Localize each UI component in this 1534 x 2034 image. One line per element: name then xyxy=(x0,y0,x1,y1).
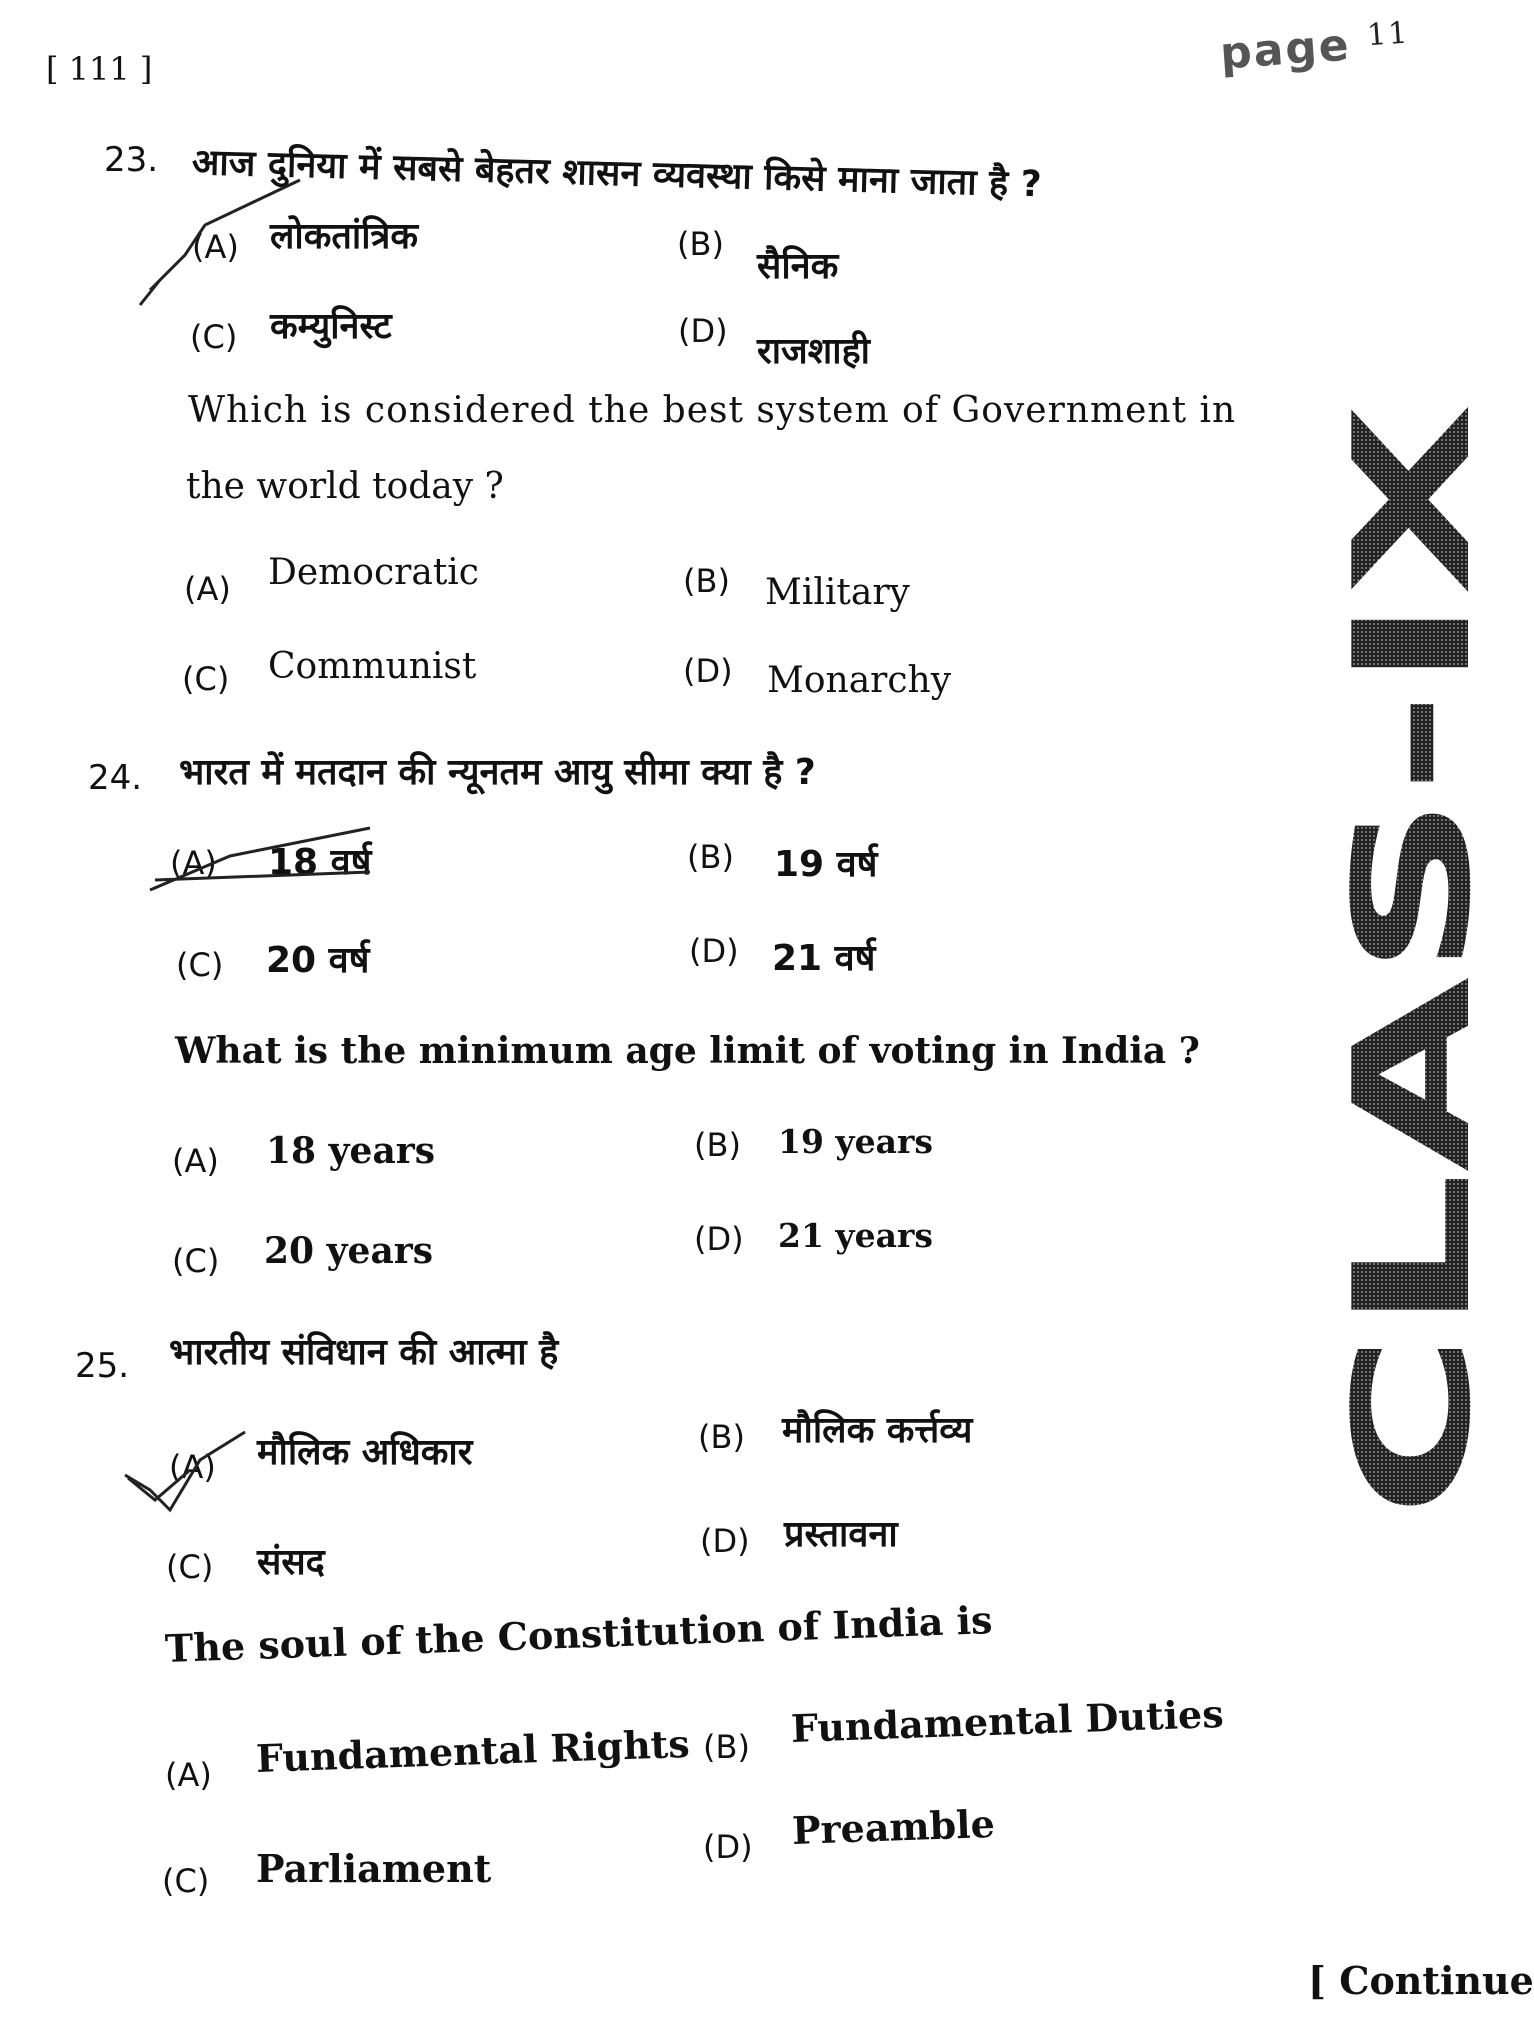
option-text: 18 years xyxy=(266,1130,436,1172)
option-text: 21 years xyxy=(778,1216,933,1255)
page-label xyxy=(1218,15,1411,79)
option-text: Fundamental Duties xyxy=(790,1690,1225,1751)
continue-label: [ Continue xyxy=(1308,1958,1534,2003)
option-label: (D) xyxy=(683,652,733,690)
page-code: [ 111 ] xyxy=(46,50,153,88)
question-number: 23. xyxy=(104,140,159,180)
option-text: राजशाही xyxy=(757,331,871,372)
option-text: लोकतांत्रिक xyxy=(270,216,419,257)
option-text: सैनिक xyxy=(757,246,839,287)
option-label: (B) xyxy=(694,1126,741,1164)
option-label: (A) xyxy=(184,570,231,608)
option-text: Parliament xyxy=(256,1846,492,1891)
option-text: Preamble xyxy=(791,1800,996,1853)
english-question-line1: The soul of the Constitution of India is xyxy=(164,1597,994,1671)
option-label: (B) xyxy=(677,225,724,263)
option-label: (A) xyxy=(172,1142,219,1180)
question-number: 25. xyxy=(75,1346,130,1386)
option-label: (A) xyxy=(169,1448,216,1486)
option-label: (B) xyxy=(687,838,734,876)
option-text: 21 वर्ष xyxy=(772,938,876,979)
option-text: Democratic xyxy=(268,552,479,593)
option-label: (C) xyxy=(172,1242,220,1280)
option-text: Military xyxy=(765,572,910,613)
option-label: (C) xyxy=(182,660,230,698)
side-banner-text: CLAS-IX xyxy=(1319,810,1506,1518)
option-text: 19 वर्ष xyxy=(774,844,878,885)
option-label: (D) xyxy=(703,1828,753,1866)
option-text: कम्युनिस्ट xyxy=(270,306,392,347)
option-label: (A) xyxy=(165,1756,212,1794)
option-label: (D) xyxy=(694,1220,744,1258)
option-text: 19 years xyxy=(778,1122,933,1161)
option-text: मौलिक कर्त्तव्य xyxy=(782,1410,973,1451)
option-label: (B) xyxy=(683,562,730,600)
option-text: 20 years xyxy=(264,1230,434,1272)
option-label: (D) xyxy=(689,932,739,970)
option-text: प्रस्तावना xyxy=(784,1514,898,1555)
option-text: Communist xyxy=(268,646,477,687)
option-label: (A) xyxy=(192,228,239,266)
option-label: (A) xyxy=(170,844,217,882)
hindi-question: भारतीय संविधान की आत्मा है xyxy=(169,1332,559,1373)
option-text: Fundamental Rights xyxy=(255,1720,691,1781)
option-label: (D) xyxy=(678,312,728,350)
hindi-question: भारत में मतदान की न्यूनतम आयु सीमा क्या है ? xyxy=(179,752,816,793)
option-label: (D) xyxy=(700,1522,750,1560)
hindi-question: आज दुनिया में सबसे बेहतर शासन व्यवस्था किसे माना जाता है ? xyxy=(191,142,1043,206)
option-text: Monarchy xyxy=(767,660,952,701)
option-label: (C) xyxy=(166,1548,214,1586)
option-label: (B) xyxy=(703,1728,750,1766)
option-text: 20 वर्ष xyxy=(266,940,370,981)
english-question-line1: What is the minimum age limit of voting in India ? xyxy=(175,1030,1200,1072)
option-label: (C) xyxy=(190,318,238,356)
option-text: 18 वर्ष xyxy=(268,842,372,883)
english-question-line1: Which is considered the best system of Government in xyxy=(188,390,1237,431)
option-label: (C) xyxy=(176,946,224,984)
page-number: 11 xyxy=(1365,15,1411,54)
option-label: (C) xyxy=(162,1862,210,1900)
question-number: 24. xyxy=(88,758,143,798)
page-word: page xyxy=(1218,19,1353,80)
option-label: (B) xyxy=(698,1418,745,1456)
english-question-line2: the world today ? xyxy=(186,466,504,507)
option-text: मौलिक अधिकार xyxy=(257,1432,473,1473)
option-text: संसद xyxy=(257,1542,325,1583)
